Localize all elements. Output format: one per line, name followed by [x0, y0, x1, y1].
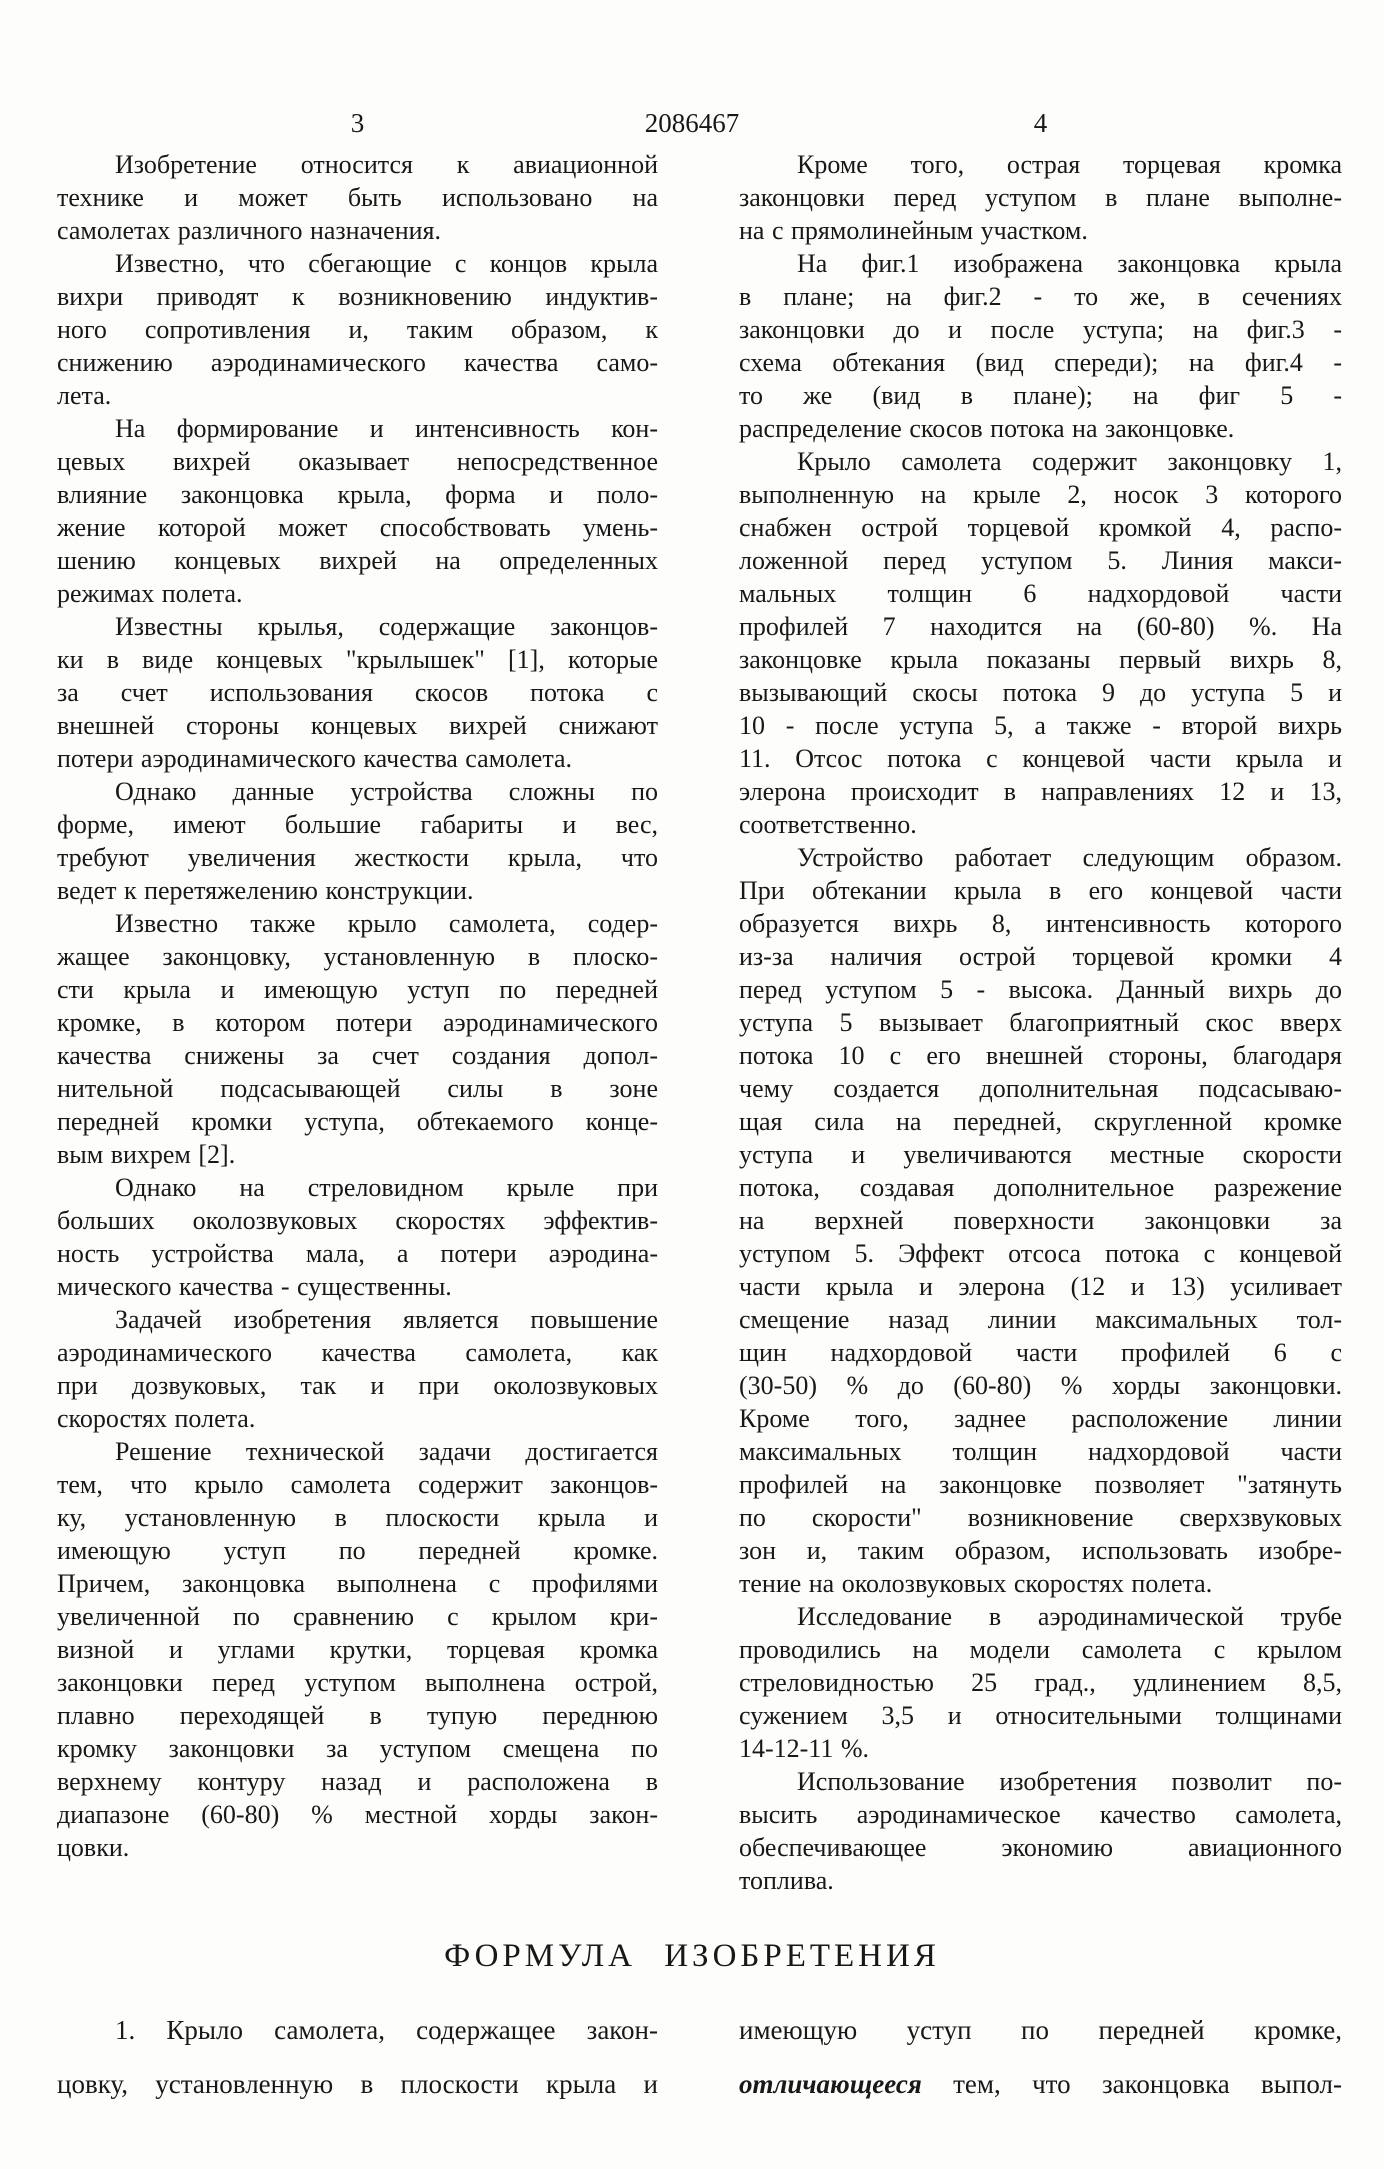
text-line: Устройство работает следующим образом.	[797, 843, 1342, 872]
text-line: то же (вид в плане); на фиг 5 -	[739, 381, 1342, 410]
text-line: 1. Крыло самолета, содержащее закон-	[115, 2015, 658, 2045]
text-line: щая сила на передней, скругленной кромке	[739, 1107, 1342, 1136]
text-line: сужением 3,5 и относительными толщинами	[739, 1701, 1342, 1730]
text-line: цовки.	[57, 1833, 130, 1862]
text-line: ность устройства мала, а потери аэродина-	[57, 1239, 658, 1268]
text-line: ложенной перед уступом 5. Линия макси-	[739, 546, 1342, 575]
text-line: на верхней поверхности законцовки за	[739, 1206, 1342, 1235]
text-line: Однако данные устройства сложны по	[115, 777, 658, 806]
text-line: Известно, что сбегающие с концов крыла	[115, 249, 658, 278]
text-line: диапазоне (60-80) % местной хорды закон-	[57, 1800, 658, 1829]
text-line: (30-50) % до (60-80) % хорды законцовки.	[739, 1371, 1342, 1400]
text-line: кромке, в котором потери аэродинамического	[57, 1008, 658, 1037]
text-line: аэродинамического качества самолета, как	[57, 1338, 658, 1367]
text-line: ку, установленную в плоскости крыла и	[57, 1503, 658, 1532]
text-line: верхнему контуру назад и расположена в	[57, 1767, 658, 1796]
text-line: законцовки перед уступом выполнена острой,	[57, 1668, 658, 1697]
claims-right-column	[739, 2003, 1342, 2111]
text-line: законцовки до и после уступа; на фиг.3 -	[739, 315, 1342, 344]
text-line: больших околозвуковых скоростях эффектив-	[57, 1206, 658, 1235]
emphasized-term: отличающееся	[739, 2069, 922, 2099]
text-line: законцовке крыла показаны первый вихрь 8,	[739, 645, 1342, 674]
text-line: качества снижены за счет создания допол-	[57, 1041, 658, 1070]
text-line: Причем, законцовка выполнена с профилями	[57, 1569, 658, 1598]
text-line: Известно также крыло самолета, содер-	[115, 909, 658, 938]
text-line: смещение назад линии максимальных тол-	[739, 1305, 1342, 1334]
text-line: влияние законцовка крыла, форма и поло-	[57, 480, 658, 509]
text-line: плавно переходящей в тупую переднюю	[57, 1701, 658, 1730]
text-line: в плане; на фиг.2 - то же, в сечениях	[739, 282, 1342, 311]
text-line: ведет к перетяжелению конструкции.	[57, 876, 474, 905]
text-line: На фиг.1 изображена законцовка крыла	[797, 249, 1342, 278]
text-line: имеющую уступ по передней кромке.	[57, 1536, 658, 1565]
text-line: Крыло самолета содержит законцовку 1,	[797, 447, 1342, 476]
text-line: тем, что крыло самолета содержит законцов-	[57, 1470, 658, 1499]
text-line: 11. Отсос потока с концевой части крыла и	[739, 744, 1342, 773]
text-line: максимальных толщин надхордовой части	[739, 1437, 1342, 1466]
text-line: уступа 5 вызывает благоприятный скос вверх	[739, 1008, 1342, 1037]
text-line: чему создается дополнительная подсасываю-	[739, 1074, 1342, 1103]
text-line: вым вихрем [2].	[57, 1140, 236, 1169]
text-line: Изобретение относится к авиационной	[115, 150, 658, 179]
text-line: На формирование и интенсивность кон-	[115, 414, 658, 443]
text-line: режимах полета.	[57, 579, 243, 608]
text-run: тем, что законцовка выпол-	[921, 2069, 1342, 2099]
text-line: стреловидностью 25 град., удлинением 8,5,	[739, 1668, 1342, 1697]
text-line: нительной подсасывающей силы в зоне	[57, 1074, 658, 1103]
text-line: форме, имеют большие габариты и вес,	[57, 810, 658, 839]
text-line: самолетах различного назначения.	[57, 216, 441, 245]
text-line	[739, 2057, 1342, 2111]
text-line: передней кромки уступа, обтекаемого конце-	[57, 1107, 658, 1136]
text-line: соответственно.	[739, 810, 917, 839]
text-line: Кроме того, острая торцевая кромка	[797, 150, 1342, 179]
text-line: имеющую уступ по передней кромке,	[739, 2015, 1342, 2045]
text-line: по скорости" возникновение сверхзвуковых	[739, 1503, 1342, 1532]
text-line: технике и может быть использовано на	[57, 183, 658, 212]
text-line: 14-12-11 %.	[739, 1734, 870, 1763]
text-line: Известны крылья, содержащие законцов-	[115, 612, 658, 641]
text-line: цовку, установленную в плоскости крыла и	[57, 2069, 658, 2099]
text-line: топлива.	[739, 1866, 834, 1895]
text-line: Кроме того, заднее расположение линии	[739, 1404, 1342, 1433]
text-line: высить аэродинамическое качество самолета,	[739, 1800, 1342, 1829]
text-line: Задачей изобретения является повышение	[115, 1305, 658, 1334]
text-line: выполненную на крыле 2, носок 3 которого	[739, 480, 1342, 509]
text-line: снижению аэродинамического качества само-	[57, 348, 658, 377]
text-line: обеспечивающее экономию авиационного	[739, 1833, 1342, 1862]
left-page-number: 3	[350, 108, 365, 138]
text-line: ки в виде концевых "крылышек" [1], которые	[57, 645, 658, 674]
text-line: снабжен острой торцевой кромкой 4, распо-	[739, 513, 1342, 542]
claims-left-column	[57, 2003, 658, 2111]
text-line: при дозвуковых, так и при околозвуковых	[57, 1371, 658, 1400]
text-line: распределение скосов потока на законцовке.	[739, 414, 1235, 443]
text-line: проводились на модели самолета с крылом	[739, 1635, 1342, 1664]
text-line: щин надхордовой части профилей 6 с	[739, 1338, 1342, 1367]
claims-heading: ФОРМУЛА ИЗОБРЕТЕНИЯ	[444, 1938, 940, 1974]
text-line: ного сопротивления и, таким образом, к	[57, 315, 658, 344]
text-line: Исследование в аэродинамической трубе	[797, 1602, 1342, 1631]
text-line: уступом 5. Эффект отсоса потока с концевой	[739, 1239, 1342, 1268]
text-line: части крыла и элерона (12 и 13) усиливает	[739, 1272, 1342, 1301]
text-line: профилей на законцовке позволяет "затянуть	[739, 1470, 1342, 1499]
text-line: визной и углами крутки, торцевая кромка	[57, 1635, 658, 1664]
text-line: схема обтекания (вид спереди); на фиг.4 -	[739, 348, 1342, 377]
text-line: законцовки перед уступом в плане выполне-	[739, 183, 1342, 212]
text-line: требуют увеличения жесткости крыла, что	[57, 843, 658, 872]
text-line: потока, создавая дополнительное разрежение	[739, 1173, 1342, 1202]
text-line: элерона происходит в направлениях 12 и 13,	[739, 777, 1342, 806]
text-line: профилей 7 находится на (60-80) %. На	[739, 612, 1342, 641]
text-line: потока 10 с его внешней стороны, благодаря	[739, 1041, 1342, 1070]
text-line: за счет использования скосов потока с	[57, 678, 658, 707]
text-line: мальных толщин 6 надхордовой части	[739, 579, 1342, 608]
text-line: жение которой может способствовать умень-	[57, 513, 658, 542]
text-line: увеличенной по сравнению с крылом кри-	[57, 1602, 658, 1631]
text-line: Решение технической задачи достигается	[115, 1437, 658, 1466]
text-line: шению концевых вихрей на определенных	[57, 546, 658, 575]
text-line: мического качества - существенны.	[57, 1272, 452, 1301]
patent-number: 2086467	[644, 108, 740, 138]
text-line: сти крыла и имеющую уступ по передней	[57, 975, 658, 1004]
text-line: лета.	[57, 381, 112, 410]
text-line: на с прямолинейным участком.	[739, 216, 1088, 245]
text-line: скоростях полета.	[57, 1404, 256, 1433]
text-line: образуется вихрь 8, интенсивность которого	[739, 909, 1342, 938]
left-text-column	[57, 148, 658, 1864]
text-line: потери аэродинамического качества самолета.	[57, 744, 573, 773]
text-line: 10 - после уступа 5, а также - второй вихрь	[739, 711, 1342, 740]
text-line: цевых вихрей оказывает непосредственное	[57, 447, 658, 476]
right-page-number: 4	[1033, 108, 1048, 138]
text-line: Однако на стреловидном крыле при	[115, 1173, 658, 1202]
text-line: тение на околозвуковых скоростях полета.	[739, 1569, 1213, 1598]
text-line: вихри приводят к возникновению индуктив-	[57, 282, 658, 311]
text-line: перед уступом 5 - высока. Данный вихрь до	[739, 975, 1342, 1004]
text-line: жащее законцовку, установленную в плоско-	[57, 942, 658, 971]
text-line: кромку законцовки за уступом смещена по	[57, 1734, 658, 1763]
text-line: При обтекании крыла в его концевой части	[739, 876, 1342, 905]
text-line: зон и, таким образом, использовать изобре-	[739, 1536, 1342, 1565]
text-line: внешней стороны концевых вихрей снижают	[57, 711, 658, 740]
right-text-column	[739, 148, 1342, 1897]
text-line: уступа и увеличиваются местные скорости	[739, 1140, 1342, 1169]
text-line: вызывающий скосы потока 9 до уступа 5 и	[739, 678, 1342, 707]
text-line: из-за наличия острой торцевой кромки 4	[739, 942, 1342, 971]
text-line: Использование изобретения позволит по-	[797, 1767, 1342, 1796]
